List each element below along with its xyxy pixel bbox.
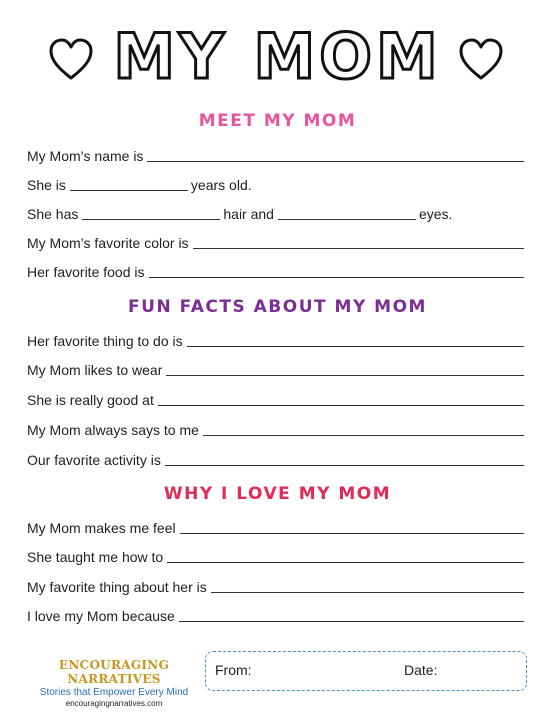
page-title: MY MOM: [113, 20, 442, 93]
row-prompt: My Mom likes to wear: [27, 362, 163, 378]
brand-logo: [28, 658, 200, 708]
row-prompt: My Mom’s name is: [27, 148, 144, 164]
form-row-wear: [27, 358, 527, 378]
heart-icon: [458, 38, 504, 82]
row-prompt: I love my Mom because: [27, 608, 175, 624]
answer-line[interactable]: [278, 205, 416, 220]
section-title-fun-facts: FUN FACTS ABOUT MY MOM: [128, 297, 427, 317]
signature-box: [205, 651, 527, 691]
answer-line[interactable]: [193, 234, 524, 249]
row-prompt: My Mom always says to me: [27, 422, 199, 438]
answer-line[interactable]: [70, 176, 188, 191]
form-row-says: [27, 418, 527, 438]
form-row-age: [27, 173, 527, 193]
form-row-color: [27, 231, 527, 251]
logo-name: ENCOURAGING NARRATIVES: [58, 658, 170, 686]
form-row-activity: [27, 448, 527, 468]
row-prompt: My Mom’s favorite color is: [27, 235, 189, 251]
answer-line[interactable]: [158, 391, 524, 406]
section-title-meet-my-mom: MEET MY MOM: [198, 111, 357, 131]
row-prompt: Her favorite thing to do is: [27, 333, 183, 349]
form-row-food: [27, 260, 527, 280]
answer-line[interactable]: [166, 361, 524, 376]
date-label: Date:: [404, 662, 438, 678]
answer-line[interactable]: [211, 578, 524, 593]
row-prompt: Our favorite activity is: [27, 452, 161, 468]
form-row-hair-eyes: [27, 202, 527, 222]
answer-line[interactable]: [82, 205, 220, 220]
row-prompt: years old.: [190, 177, 252, 193]
form-row-good-at: [27, 388, 527, 408]
form-row-because: [27, 604, 527, 624]
form-row-taught: [27, 545, 527, 565]
form-row-name: [27, 144, 527, 164]
row-prompt: She is really good at: [27, 392, 154, 408]
row-prompt: Her favorite food is: [27, 264, 145, 280]
answer-line[interactable]: [203, 421, 524, 436]
section-title-why-i-love: WHY I LOVE MY MOM: [163, 484, 392, 504]
answer-line[interactable]: [187, 332, 524, 347]
row-prompt: My Mom makes me feel: [27, 520, 176, 536]
row-prompt: hair and: [223, 206, 274, 222]
logo-tagline: Stories that Empower Every Mind: [39, 687, 189, 698]
answer-line[interactable]: [167, 548, 524, 563]
answer-line[interactable]: [180, 519, 524, 534]
answer-line[interactable]: [179, 607, 524, 622]
answer-line[interactable]: [149, 263, 525, 278]
answer-line[interactable]: [147, 147, 524, 162]
form-row-feel: [27, 516, 527, 536]
form-row-favorite-thing: [27, 329, 527, 349]
header: [0, 14, 555, 94]
row-prompt: She has: [27, 206, 79, 222]
row-prompt: She is: [27, 177, 66, 193]
answer-line[interactable]: [165, 451, 524, 466]
form-row-favorite-about: [27, 575, 527, 595]
logo-url: encouragingnarratives.com: [65, 699, 163, 708]
row-prompt: She taught me how to: [27, 549, 164, 565]
row-prompt: My favorite thing about her is: [27, 579, 207, 595]
row-prompt: eyes.: [418, 206, 453, 222]
from-label: From:: [215, 662, 252, 678]
